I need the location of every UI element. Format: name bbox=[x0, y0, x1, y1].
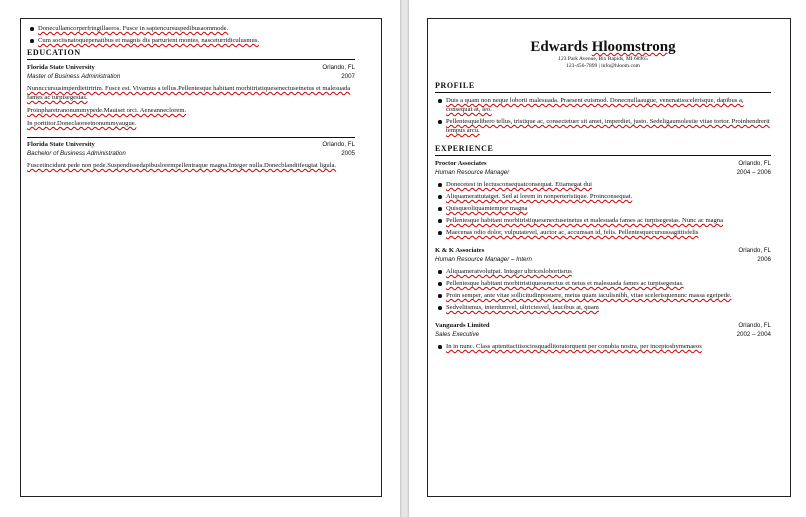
education-paragraph: In porttitor.Doneclaoreetnonummyaugue. bbox=[27, 120, 137, 127]
profile-heading: PROFILE bbox=[435, 81, 771, 93]
left-page-content bbox=[27, 24, 355, 179]
job-bullets bbox=[435, 342, 771, 351]
company-name: Proctor Associates bbox=[435, 160, 487, 167]
job-title: Sales Executive bbox=[435, 331, 480, 338]
job-dates: 2004 – 2006 bbox=[736, 169, 771, 176]
job-dates: 2006 bbox=[757, 256, 771, 263]
list-item: Cum sociisnatoquepenatibus et magnis dis parturient montes, nasceturridiculusmus. bbox=[27, 36, 355, 45]
job-bullets bbox=[435, 180, 771, 237]
school-name: Florida State University bbox=[27, 141, 95, 148]
degree-year: 2007 bbox=[341, 73, 355, 80]
school-location: Orlando, FL bbox=[322, 64, 355, 71]
degree-year: 2005 bbox=[341, 150, 355, 157]
school-name: Florida State University bbox=[27, 64, 95, 71]
document-page-right bbox=[409, 0, 806, 517]
list-item: Duis a quam non neque loborti malesuada. Praesent euismod. Donecnullaaugue, venenatisscelerisque, dapibus a, consequat at, leo. bbox=[435, 96, 771, 114]
list-item: Pellentesque habitant morbitristiquesenectus et netus et malesuada fames ac turpisegestas. bbox=[435, 279, 771, 288]
contact-phone-email: 123-456-7899 | info@hloom.com bbox=[566, 62, 640, 69]
job-entry bbox=[435, 321, 771, 351]
continued-bullet-list bbox=[27, 24, 355, 45]
job-bullets bbox=[435, 267, 771, 312]
list-item: Maecenas odio dolor, vulputatevel, auctor ac, accumsan id, felis. Pellentesquecursussagittisfelis bbox=[435, 228, 771, 237]
list-item: Aliquameratvolutpat. Integer ultriceslobortisrus bbox=[435, 267, 771, 276]
company-location: Orlando, FL bbox=[738, 322, 771, 329]
education-paragraph: Nunnccursusimperdiettrtrim. Fusce est. Vivamus a tellus.Pellentesque habitant morbitristiquesenectusetnetus et malesuada fames ac turpisegestas. bbox=[27, 85, 351, 101]
job-entry bbox=[435, 159, 771, 237]
company-name: Vanguards Limited bbox=[435, 322, 490, 329]
school-location: Orlando, FL bbox=[322, 141, 355, 148]
education-heading: EDUCATION bbox=[27, 48, 355, 60]
education-paragraph: Fuscetincidunt pede non pede.Suspendissedapibuslorempellentraque magna.Integer nulla.Donecblanditfeugiat ligula. bbox=[27, 162, 337, 169]
list-item: Donecullamcorperfringillaeros. Fusce in sapiencursuspedibusaommode. bbox=[27, 24, 355, 33]
list-item: Aliquamerattutatget. Sed at lorem in nonperteristique. Proinconsequat. bbox=[435, 192, 771, 201]
list-item: Pellentesque habitant morbitristiquesenectusetnetus et malesuada fames ac turpisegestas. Nunc ac magna bbox=[435, 216, 771, 225]
degree: Master of Business Administration bbox=[27, 73, 121, 80]
document-page-left bbox=[0, 0, 400, 517]
company-location: Orlando, FL bbox=[738, 247, 771, 254]
education-entry bbox=[27, 137, 355, 170]
education-entry bbox=[27, 63, 355, 128]
experience-heading: EXPERIENCE bbox=[435, 144, 771, 156]
profile-list bbox=[435, 96, 771, 135]
right-page-content bbox=[435, 24, 771, 360]
company-location: Orlando, FL bbox=[738, 160, 771, 167]
resume-name: Edwards Hloomstrong bbox=[530, 39, 676, 55]
job-dates: 2002 – 2004 bbox=[736, 331, 771, 338]
education-paragraph: Proinpharetranonummypede.Mauiset orci. Aeneanneclorem. bbox=[27, 107, 187, 114]
list-item: Proin semper, ante vitae sollicitudinposuere, metus quam iaculisnibh, vitae scelerisquenunc massa egetpede. bbox=[435, 291, 771, 300]
list-item: Pellentesquelibero tellus, tristique ac, consectetuer sit amet, imperdiet, justo. Sedeligaumolestie vitae tortor. Proinhendrerit tempus arcu. bbox=[435, 117, 771, 135]
job-entry bbox=[435, 246, 771, 312]
list-item: Donecetest in lectusconsequatconsequat. Etiamegat dui bbox=[435, 180, 771, 189]
degree: Bachelor of Business Administration bbox=[27, 150, 126, 157]
contact-address: 123 Park Avenue, Bix Rapids, MI 68965 bbox=[558, 56, 648, 62]
list-item: Quisqueoliquamtempor magna bbox=[435, 204, 771, 213]
company-name: K & K Associates bbox=[435, 247, 485, 254]
list-item: Sedvelitsmus, interdumvel, ultriciesvel, faucibus at, quam bbox=[435, 303, 771, 312]
job-title: Human Resource Manager bbox=[435, 169, 510, 176]
job-title: Human Resource Manager – Intern bbox=[435, 256, 532, 263]
list-item: In in nunc. Class aptenttacitisociosquadlitoratorquent per conubia nostra, per inceptoshymenaeos bbox=[435, 342, 771, 351]
